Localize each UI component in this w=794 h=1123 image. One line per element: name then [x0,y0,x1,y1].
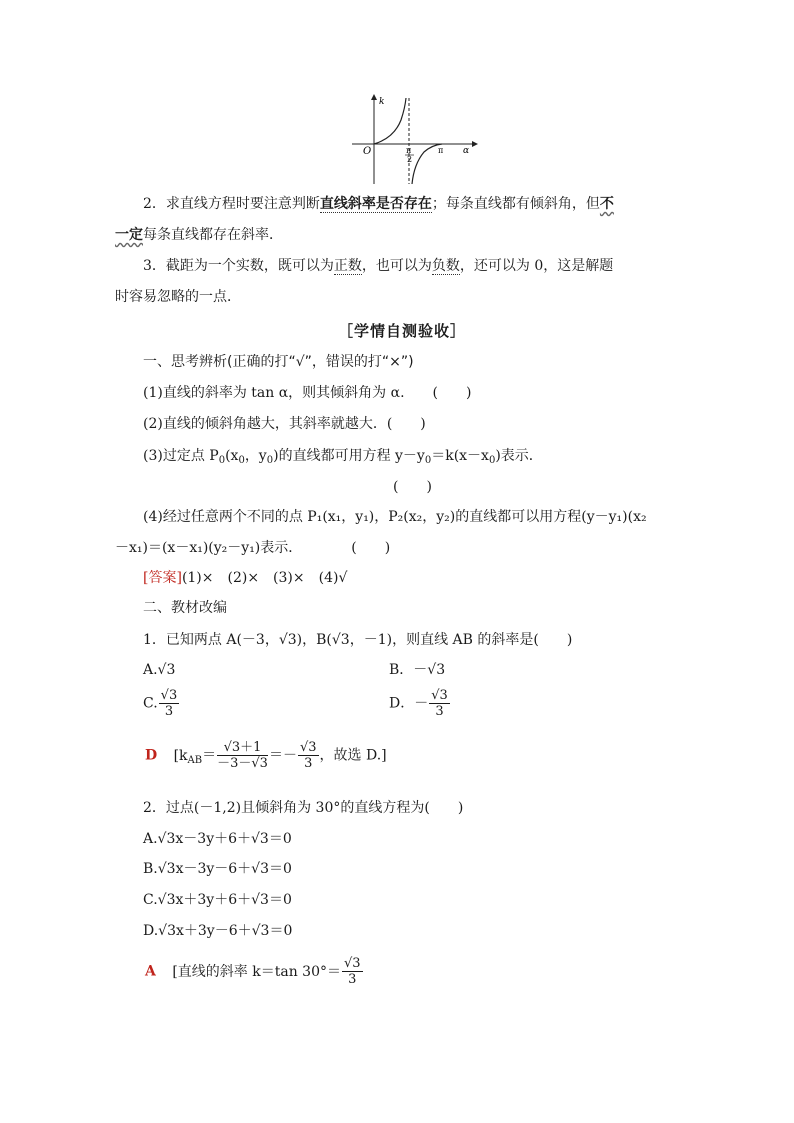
q3-sub-0a: 0 [218,455,226,466]
part-2-q2-stem: 2．过点(－1,2)且倾斜角为 30°的直线方程为( ) [143,800,464,816]
note-2-prefix: 2．求直线方程时要注意判断 [143,196,320,212]
q3-c: ，y [244,448,267,464]
origin-label: O [363,146,372,157]
q1-sol-den-2: 3 [304,756,313,771]
k-axis-arrow [371,94,377,100]
note-3-line-2-text: 时容易忽略的一点． [115,289,241,305]
part-1-q2: (2)直线的倾斜角越大，其斜率就越大．( ) [143,416,426,432]
q1-c-num: √3 [160,688,178,703]
answer-tag: [答案] [143,570,182,586]
q2-solution [145,956,364,987]
alpha-axis-arrow [472,141,478,147]
q1-option-d-frac [429,688,450,719]
q3-f: )表示． [495,448,543,464]
tick-half-pi-num: π [406,146,412,155]
section-heading: ［学情自测验收］ [338,322,467,340]
part-1-q1: (1)直线的斜率为 tan α，则其倾斜角为 α. ( ) [143,385,472,401]
note-2-line-1 [143,194,614,214]
note-3-line-2 [115,287,241,307]
q1-sol-mid: ＝－ [268,747,297,764]
part-2-title: 二、教材改编 [143,600,227,616]
q1-sol-num-2: √3 [299,740,317,755]
k-axis-label: k [379,97,385,107]
q1-option-c [143,688,180,719]
tick-pi-label: π [438,146,444,155]
note-2-emphasis-1: 直线斜率是否存在 [319,196,432,212]
q1-sol-frac-2 [298,740,319,771]
q3-sub-0e: 0 [488,455,496,466]
part-1-q3-paren: ( ) [393,479,432,495]
note-2-line-2 [115,225,283,245]
q2-sol-den: 3 [348,972,357,987]
q3-b: (x [225,448,239,464]
answer-text: (1)× (2)× (3)× (4)√ [181,570,348,586]
part-1-title: 一、思考辨析(正确的打“√”，错误的打“×”) [143,354,414,370]
q1-option-d-label: D．－ [389,695,429,712]
q3-sub-0d: 0 [424,455,432,466]
slope-angle-graph [350,92,480,187]
q1-option-a: A.√3 [143,662,176,678]
q1-sol-den: －3－√3 [217,756,268,771]
note-3-line-1 [143,256,613,276]
q3-d: )的直线都可用方程 y－y [273,448,425,464]
q1-option-b: B．－√3 [389,662,446,678]
note-2-mid: ；每条直线都有倾斜角，但 [431,196,600,212]
q1-sol-num: √3＋1 [217,740,268,756]
note-2-emphasis-2a: 不 [599,196,614,212]
note-2-emphasis-2b: 一定 [115,227,143,243]
q3-a: (3)过定点 P [143,448,219,464]
tick-half-pi-den: 2 [407,155,413,164]
q1-c-den: 3 [164,704,174,719]
part-1-q4-line-1: (4)经过任意两个不同的点 P₁(x₁，y₁)，P₂(x₂，y₂)的直线都可以用方程(y－y₁)(x₂ [143,509,647,525]
note-2-rest: 每条直线都存在斜率． [143,227,283,243]
part-1-answer [143,568,347,588]
q2-sol-num: √3 [343,956,361,971]
note-3-negative: 负数 [431,258,460,274]
q1-option-c-frac [159,688,180,719]
q2-option-a: A.√3x－3y＋6＋√3＝0 [143,831,292,847]
q1-solution [145,740,387,771]
part-2-q1-stem: 1．已知两点 A(－3，√3)，B(√3，－1)，则直线 AB 的斜率是( ) [143,632,573,648]
q3-sub-0c: 0 [266,455,274,466]
q2-option-b: B.√3x－3y－6＋√3＝0 [143,861,292,877]
note-3-positive: 正数 [333,258,362,274]
q1-d-den: 3 [435,704,444,719]
q1-sol-tail: ，故选 D.] [319,747,387,764]
q1-sol-pre: [k [173,747,188,764]
q3-e: ＝k(x－x [431,448,489,464]
note-3-b: ，也可以为 [361,258,432,274]
q1-sol-sub: AB [187,754,203,766]
alpha-axis-label: α [463,146,470,156]
q2-option-d: D.√3x＋3y－6＋√3＝0 [143,923,293,939]
note-3-a: 3．截距为一个实数，既可以为 [143,258,334,274]
note-3-c: ，还可以为 0，这是解题 [459,258,614,274]
q2-answer-letter: A [145,963,156,980]
q1-sol-frac [217,740,268,771]
q3-sub-0b: 0 [238,455,245,466]
q1-option-c-label: C. [143,695,158,712]
part-1-q4-line-2: －x₁)＝(x－x₁)(y₂－y₁)表示． ( ) [115,540,391,556]
part-1-q3 [143,446,543,468]
q1-answer-letter: D [145,747,158,764]
q2-option-c: C.√3x＋3y＋6＋√3＝0 [143,892,292,908]
q1-option-d [389,688,451,719]
q1-d-num: √3 [431,688,448,703]
q1-sol-eq: ＝ [202,747,217,764]
q2-sol-text: [直线的斜率 k＝tan 30°＝ [172,963,341,980]
q2-sol-frac [342,956,363,987]
